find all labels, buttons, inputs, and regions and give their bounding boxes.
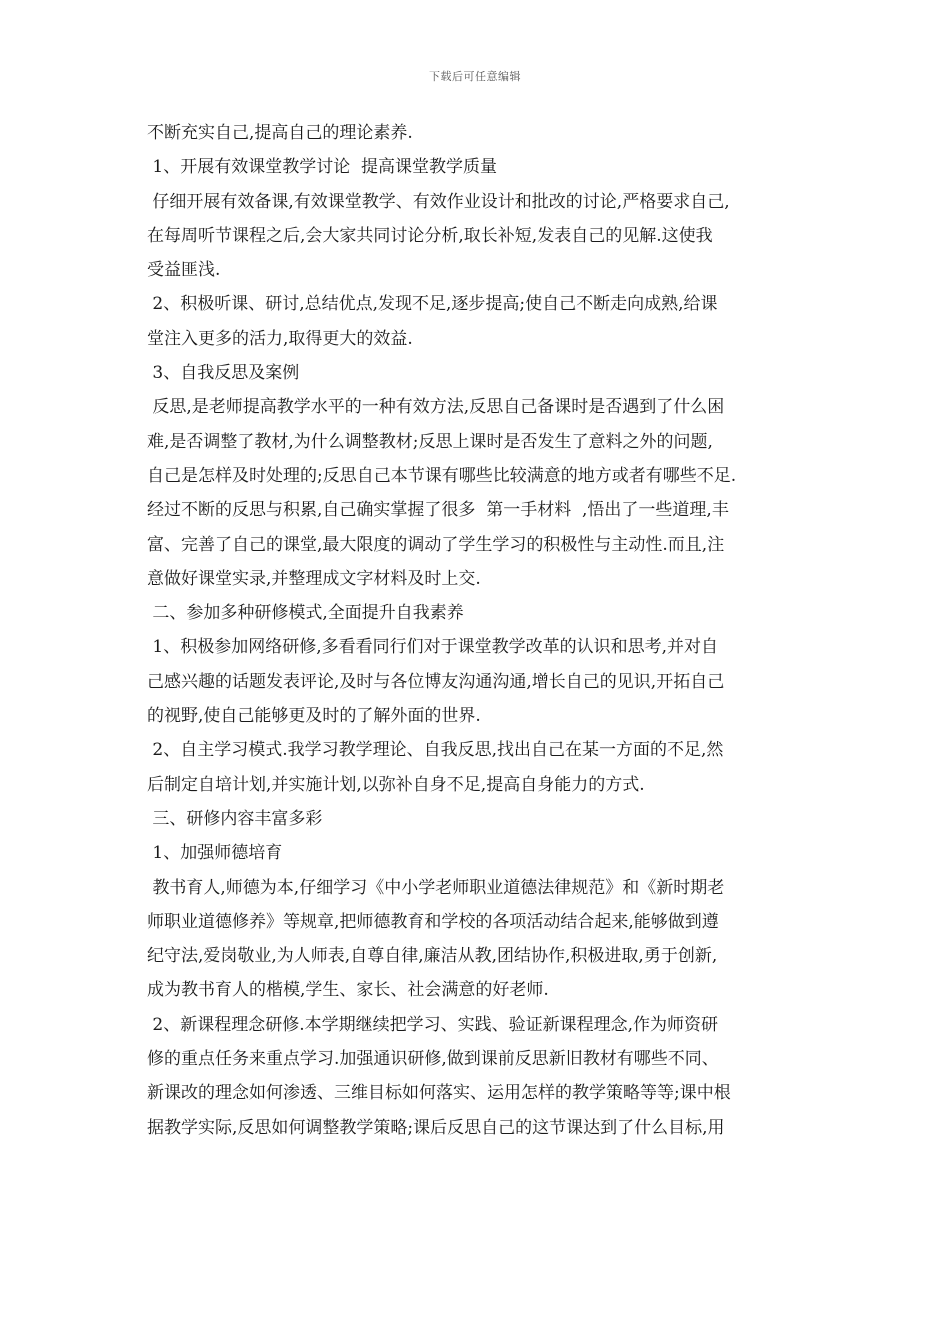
text-line: 2、自主学习模式.我学习教学理论、自我反思,找出自己在某一方面的不足,然 (147, 740, 724, 761)
text-line: 三、研修内容丰富多彩 (147, 808, 323, 829)
document-body (147, 116, 811, 1145)
text-line: 1、开展有效课堂教学讨论 提高课堂教学质量 (147, 157, 498, 178)
text-line: 据教学实际,反思如何调整教学策略;课后反思自己的这节课达到了什么目标,用 (147, 1117, 725, 1138)
text-line: 不断充实自己,提高自己的理论素养. (147, 123, 413, 143)
text-line: 2、新课程理念研修.本学期继续把学习、实践、验证新课程理念,作为师资研 (147, 1014, 719, 1035)
text-line: 3、自我反思及案例 (147, 363, 300, 384)
text-line: 经过不断的反思与积累,自己确实掌握了很多 第一手材料 ,悟出了一些道理,丰 (147, 500, 729, 521)
text-line: 在每周听节课程之后,会大家共同讨论分析,取长补短,发表自己的见解.这使我 (147, 225, 713, 246)
text-line: 修的重点任务来重点学习.加强通识研修,做到课前反思新旧教材有哪些不同、 (147, 1049, 719, 1070)
text-line: 己感兴趣的话题发表评论,及时与各位博友沟通沟通,增长自己的见识,开拓自己 (147, 671, 725, 692)
text-line: 反思,是老师提高教学水平的一种有效方法,反思自己备课时是否遇到了什么困 (147, 397, 725, 418)
text-line: 2、积极听课、研讨,总结优点,发现不足,逐步提高;使自己不断走向成熟,给课 (147, 294, 718, 315)
text-line: 受益匪浅. (147, 260, 221, 281)
text-line: 意做好课堂实录,并整理成文字材料及时上交. (147, 568, 481, 589)
text-line: 师职业道德修养》等规章,把师德教育和学校的各项活动结合起来,能够做到遵 (147, 911, 719, 932)
text-line: 富、完善了自己的课堂,最大限度的调动了学生学习的积极性与主动性.而且,注 (147, 534, 725, 555)
text-line: 堂注入更多的活力,取得更大的效益. (147, 328, 413, 349)
text-line: 成为教书育人的楷模,学生、家长、社会满意的好老师. (147, 980, 549, 1001)
text-line: 1、加强师德培育 (147, 843, 283, 864)
text-line: 的视野,使自己能够更及时的了解外面的世界. (147, 706, 481, 727)
text-line: 难,是否调整了教材,为什么调整教材;反思上课时是否发生了意料之外的问题, (147, 431, 713, 452)
text-line: 教书育人,师德为本,仔细学习《中小学老师职业道德法律规范》和《新时期老 (147, 877, 725, 898)
text-line: 自己是怎样及时处理的;反思自己本节课有哪些比较满意的地方或者有哪些不足. (147, 465, 737, 486)
text-line: 仔细开展有效备课,有效课堂教学、有效作业设计和批改的讨论,严格要求自己, (147, 191, 730, 212)
page-header: 下载后可任意编辑 (429, 70, 521, 83)
text-line: 二、参加多种研修模式,全面提升自我素养 (147, 603, 464, 624)
text-line: 后制定自培计划,并实施计划,以弥补自身不足,提高自身能力的方式. (147, 774, 645, 795)
text-line: 纪守法,爱岗敬业,为人师表,自尊自律,廉洁从教,团结协作,积极进取,勇于创新, (147, 946, 718, 967)
text-line: 新课改的理念如何渗透、三维目标如何落实、运用怎样的教学策略等等;课中根 (147, 1083, 731, 1104)
text-line: 1、积极参加网络研修,多看看同行们对于课堂教学改革的认识和思考,并对自 (147, 637, 719, 658)
